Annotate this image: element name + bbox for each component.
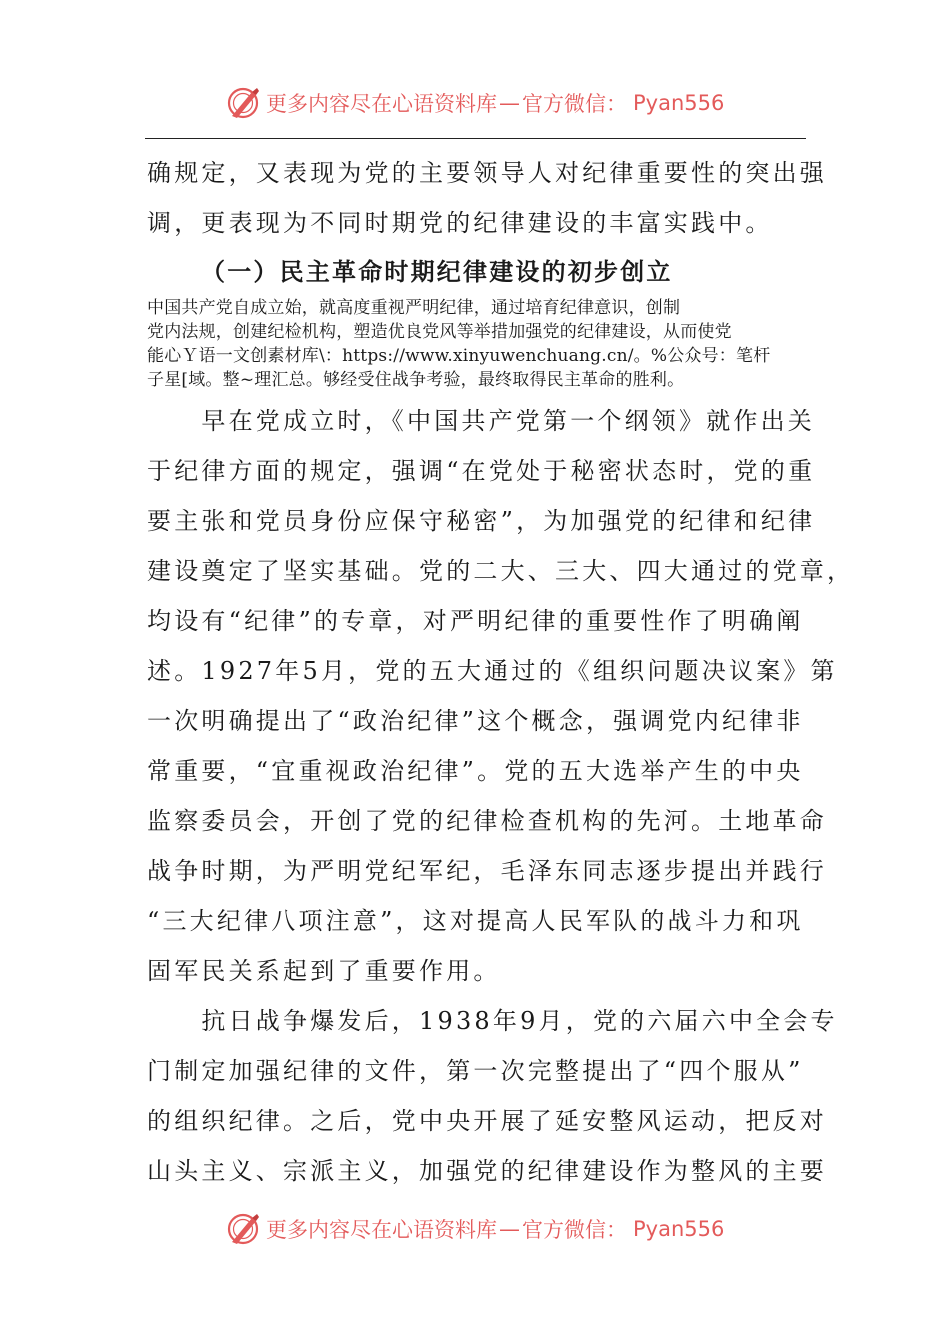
text-line: 一次明确提出了“政治纪律”这个概念，强调党内纪律非 — [147, 707, 804, 735]
paragraph-1 — [147, 148, 827, 248]
text-line: 固军民关系起到了重要作用。 — [147, 957, 501, 985]
header-separator: — — [499, 91, 520, 115]
text-line: 的组织纪律。之后，党中央开展了延安整风运动，把反对 — [147, 1107, 827, 1135]
footer-brand-text: 更多内容尽在心语资料库 — [266, 1218, 497, 1242]
text-line: 门制定加强纪律的文件，第一次完整提出了“四个服从” — [147, 1057, 804, 1085]
footer-separator: — — [499, 1217, 520, 1241]
small-line: 子星[域。整~理汇总。够经受住战争考验，最终取得民主革命的胜利。 — [147, 370, 685, 390]
small-paragraph — [147, 296, 807, 392]
header-official-label: 官方微信： — [522, 92, 627, 116]
section-heading: （一）民主革命时期纪律建设的初步创立 — [201, 257, 673, 286]
small-line: 党内法规，创建纪检机构，塑造优良党风等举措加强党的纪律建设，从而使党 — [147, 322, 732, 342]
text-line: 均设有“纪律”的专章，对严明纪律的重要性作了明确阐 — [147, 607, 804, 635]
text-line: 常重要，“宜重视政治纪律”。党的五大选举产生的中央 — [147, 757, 804, 785]
text-line: “三大纪律八项注意”，这对提高人民军队的战斗力和巩 — [147, 907, 804, 935]
text-line: 山头主义、宗派主义，加强党的纪律建设作为整风的主要 — [147, 1157, 827, 1185]
footer-brand — [226, 1212, 724, 1246]
paragraph-2 — [147, 396, 855, 996]
text-line: 述。1927年5月，党的五大通过的《组织问题决议案》第 — [147, 657, 838, 685]
footer-official-label: 官方微信： — [522, 1218, 627, 1242]
text-line: 调，更表现为不同时期党的纪律建设的丰富实践中。 — [147, 209, 773, 237]
text-line: 建设奠定了坚实基础。党的二大、三大、四大通过的党章， — [147, 557, 855, 585]
pen-logo-icon — [226, 86, 262, 120]
small-line: 能心Ｙ语一文创素材库\：https://www.xinyuwenchuang.cn/。%公众号：笔杆 — [147, 346, 771, 366]
header-brand-text: 更多内容尽在心语资料库 — [266, 92, 497, 116]
text-line: 确规定，又表现为党的主要领导人对纪律重要性的突出强 — [147, 159, 827, 187]
footer-handle: Pyan556 — [633, 1217, 725, 1241]
text-line: 监察委员会，开创了党的纪律检查机构的先河。土地革命 — [147, 807, 827, 835]
text-line: 要主张和党员身份应保守秘密”，为加强党的纪律和纪律 — [147, 507, 816, 535]
text-line: 战争时期，为严明党纪军纪，毛泽东同志逐步提出并践行 — [147, 857, 827, 885]
text-line: 抗日战争爆发后，1938年9月，党的六届六中全会专 — [147, 1007, 838, 1035]
pen-logo-icon — [226, 1212, 262, 1246]
text-line: 于纪律方面的规定，强调“在党处于秘密状态时，党的重 — [147, 457, 816, 485]
text-line: 早在党成立时，《中国共产党第一个纲领》就作出关 — [147, 407, 815, 435]
header-rule — [145, 138, 806, 139]
small-line: 中国共产党自成立始，就高度重视严明纪律，通过培育纪律意识，创制 — [147, 298, 681, 318]
header-brand — [226, 86, 724, 120]
header-handle: Pyan556 — [633, 91, 725, 115]
paragraph-3 — [147, 996, 838, 1196]
